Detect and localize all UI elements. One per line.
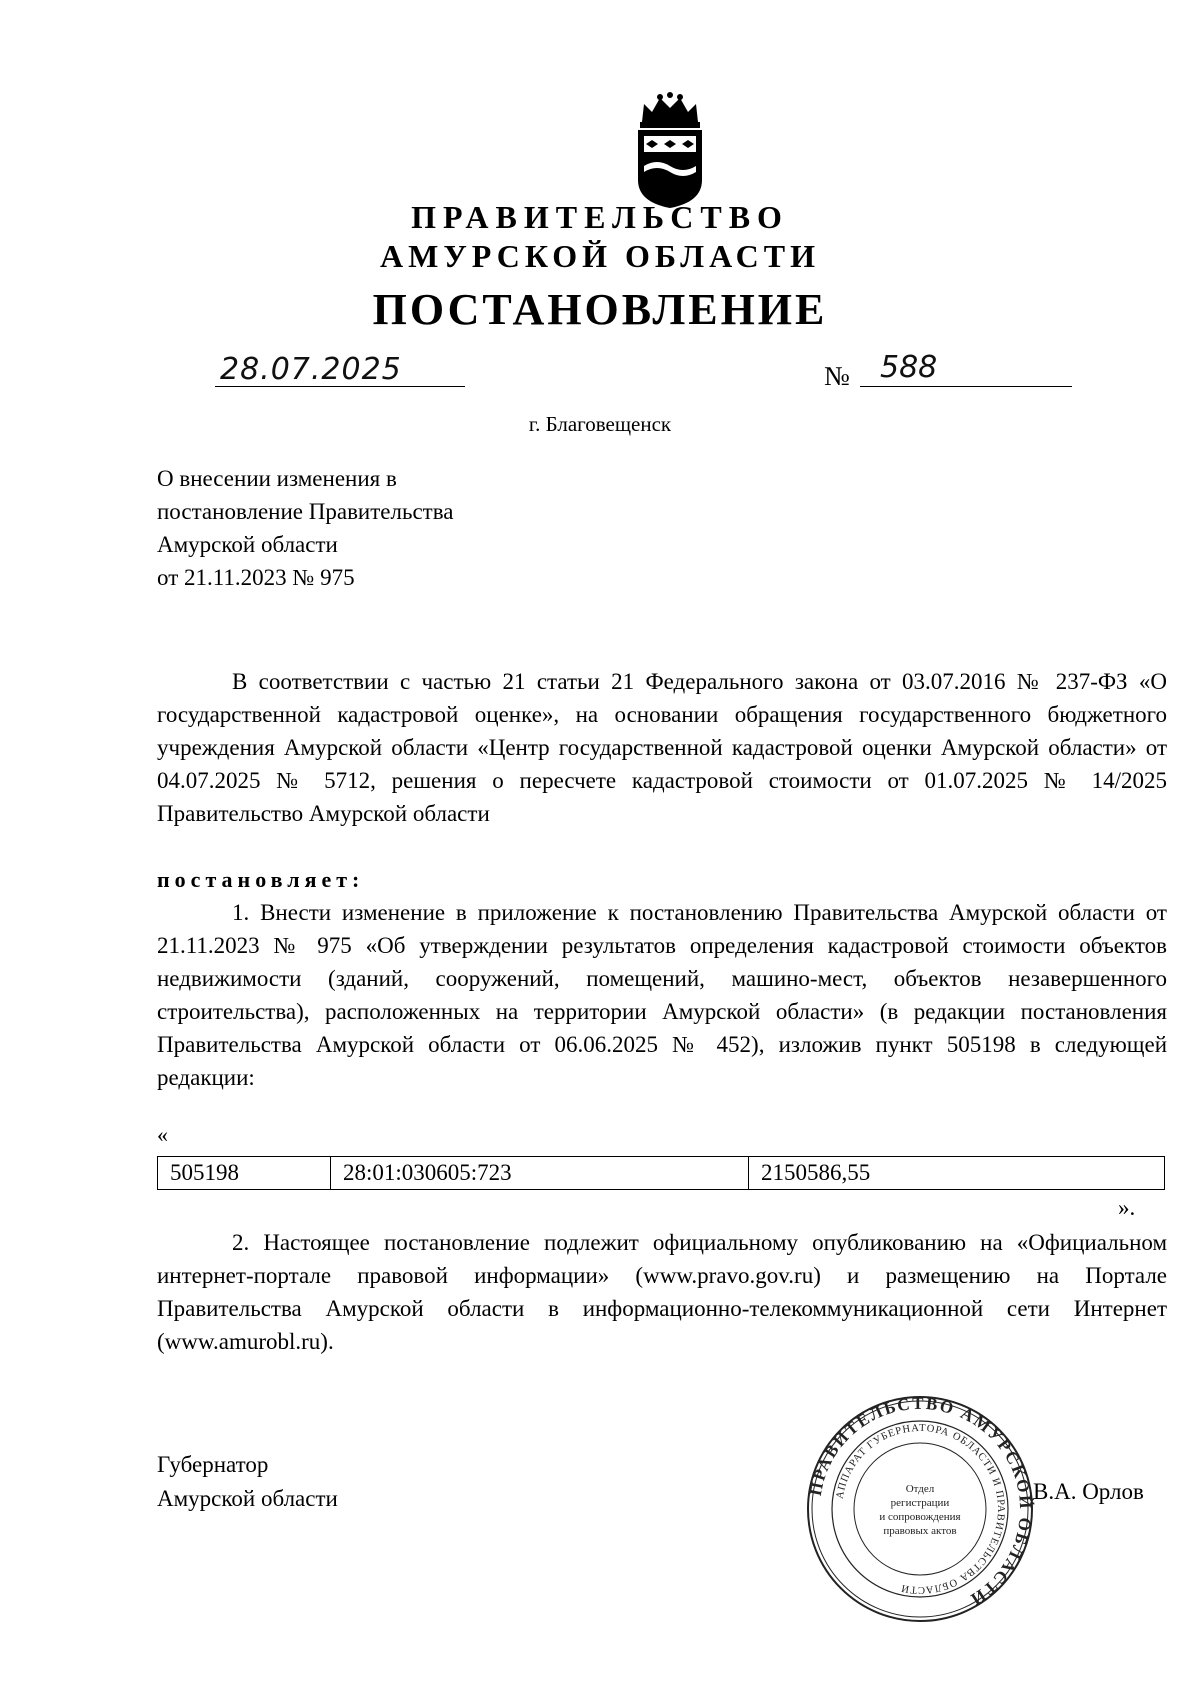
stamp-center-line: Отдел bbox=[905, 1483, 935, 1495]
date-underline bbox=[215, 386, 465, 387]
coat-of-arms-icon bbox=[630, 92, 710, 210]
document-subject bbox=[157, 462, 454, 594]
subject-line: О внесении изменения в bbox=[157, 466, 397, 491]
table-row bbox=[158, 1157, 1165, 1190]
table-cell-item-number: 505198 bbox=[158, 1157, 331, 1190]
document-date: 28.07.2025 bbox=[220, 352, 402, 387]
document-number: 588 bbox=[880, 350, 938, 385]
signer-position bbox=[157, 1448, 338, 1516]
table-cell-cadastral-value: 2150586,55 bbox=[749, 1157, 1165, 1190]
item-1-paragraph: 1. Внести изменение в приложение к постановлению Правительства Амурской области от 21.11.2023 № 975 «Об утверждении результатов определения кадастровой стоимости объектов недвижимости (зданий, сооружений, помещений, машино-мест, объектов незавершенного строительства), расположенных на территории Амурской области» (в редакции постановления Правительства Амурской области от 06.06.2025 № 452), изложив пункт 505198 в следующей редакции: bbox=[157, 900, 1167, 1090]
org-name-line1: ПРАВИТЕЛЬСТВО bbox=[411, 199, 789, 235]
stamp-center-line: регистрации bbox=[890, 1497, 950, 1509]
signer-position-line: Амурской области bbox=[157, 1486, 338, 1511]
org-name-line2: АМУРСКОЙ ОБЛАСТИ bbox=[380, 238, 820, 274]
signer-position-line: Губернатор bbox=[157, 1452, 269, 1477]
subject-line: Амурской области bbox=[157, 532, 338, 557]
subject-line: постановление Правительства bbox=[157, 499, 454, 524]
official-stamp bbox=[805, 1394, 1035, 1624]
stamp-outer-text: ПРАВИТЕЛЬСТВО АМУРСКОЙ ОБЛАСТИ bbox=[805, 1394, 1035, 1610]
table-cell-cadastral-number: 28:01:030605:723 bbox=[331, 1157, 749, 1190]
intro-paragraph: В соответствии с частью 21 статьи 21 Федерального закона от 03.07.2016 № 237-ФЗ «О государственной кадастровой оценке», на основании обращения государственного бюджетного учреждения Амурской области «Центр государственной кадастровой оценки Амурской области» от 04.07.2025 № 5712, решения о пересчете кадастровой стоимости от 01.07.2025 № 14/2025 Правительство Амурской области bbox=[157, 669, 1167, 826]
number-label: № bbox=[824, 361, 850, 391]
signer-name: В.А. Орлов bbox=[1033, 1479, 1144, 1504]
subject-line: от 21.11.2023 № 975 bbox=[157, 565, 355, 590]
document-type-title: ПОСТАНОВЛЕНИЕ bbox=[372, 285, 828, 334]
city: г. Благовещенск bbox=[528, 412, 672, 436]
number-underline bbox=[860, 386, 1072, 387]
stamp-center-line: правовых актов bbox=[883, 1525, 957, 1537]
amendment-table bbox=[157, 1156, 1165, 1190]
stamp-inner-text: АППАРАТ ГУБЕРНАТОРА ОБЛАСТИ И ПРАВИТЕЛЬСТВА ОБЛАСТИ bbox=[834, 1422, 1007, 1596]
closing-quote: ». bbox=[1118, 1195, 1136, 1220]
decides-word: постановляет: bbox=[157, 867, 365, 892]
opening-quote: « bbox=[157, 1122, 168, 1147]
stamp-center-line: и сопровождения bbox=[879, 1511, 961, 1523]
item-2-paragraph: 2. Настоящее постановление подлежит официальному опубликованию на «Официальном интернет-портале правовой информации» (www.pravo.gov.ru) и размещению на Портале Правительства Амурской области в информационно-телекоммуникационной сети Интернет (www.amurobl.ru). bbox=[157, 1230, 1167, 1354]
